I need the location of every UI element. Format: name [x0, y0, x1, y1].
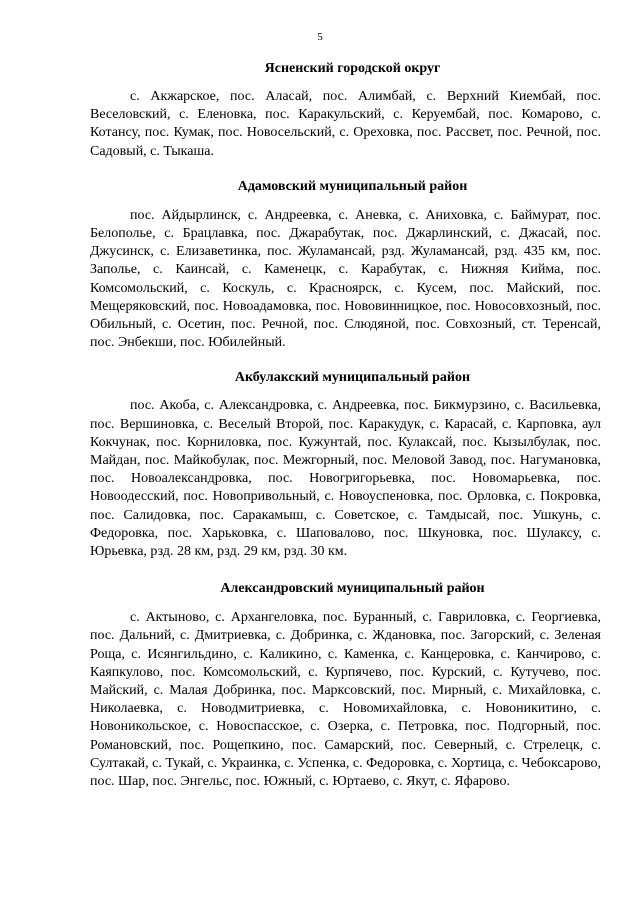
section-title-yasnensky: Ясненский городской округ	[264, 61, 441, 76]
section-title-aleksandrovsky: Александровский муниципальный район	[220, 581, 485, 597]
section-title-adamovsky: Адамовский муниципальный район	[237, 178, 468, 194]
page-number: 5	[317, 31, 323, 43]
section-title-akbulaksky: Акбулакский муниципальный район	[234, 370, 471, 386]
section-text-aleksandrovsky: с. Актыново, с. Архангеловка, пос. Буранный, с. Гавриловка, с. Георгиевка, пос. Дальний, с. Дмитриевка, с. Добринка, с. Ждановка, пос. Загорский, с. Зеленая Роща, с. Исянгильдино, с. Каликино, с. Каменка, с. Канцеровка, с. Канчирово, с. Каяпкулово, пос. Комсомольский, с. Курпячево, пос. Курский, с. Кутучево, пос. Майский, с. Малая Добринка, пос. Марксовский, пос. Мирный, с. Михайловка, с. Николаевка, с. Новодмитриевка, с. Новомихайловка, с. Новоникитино, с. Новоникольское, с. Новоспасское, с. Озерка, с. Петровка, пос. Подгорный, пос. Романовский, пос. Рощепкино, пос. Самарский, пос. Северный, с. Стрелецк, с. Султакай, с. Тукай, с. Украинка, с. Успенка, с. Федоровка, с. Хортица, с. Чебоксарово, пос. Шар, пос. Энгельс, пос. Южный, с. Юртаево, с. Якут, с. Яфарово.	[90, 610, 602, 790]
document-content	[90, 60, 601, 791]
section-text-akbulaksky: пос. Акоба, с. Александровка, с. Андреевка, пос. Бикмурзино, с. Васильевка, пос. Вершиновка, с. Веселый Второй, пос. Каракудук, с. Карасай, с. Карповка, аул Кокчунак, пос. Корниловка, пос. Кужунтай, пос. Кулаксай, пос. Кызылбулак, пос. Майдан, пос. Майкобулак, пос. Межгорный, пос. Меловой Завод, пос. Нагумановка, пос. Новоалександровка, пос. Новогригорьевка, пос. Новомарьевка, пос. Новоодесский, пос. Новопривольный, с. Новоуспеновка, пос. Орловка, с. Покровка, пос. Салидовка, пос. Саракамыш, с. Советское, с. Тамдысай, пос. Ушкунь, с. Федоровка, пос. Харьковка, с. Шаповалово, пос. Шкуновка, пос. Шулаксу, с. Юрьевка, рзд. 28 км, рзд. 29 км, рзд. 30 км.	[90, 398, 601, 560]
section-text-yasnensky: с. Акжарское, пос. Аласай, пос. Алимбай, с. Верхний Киембай, пос. Веселовский, с. Еленовка, пос. Каракульский, с. Керуембай, пос. Комарово, с. Котансу, пос. Кумак, пос. Новосельский, с. Ореховка, пос. Рассвет, пос. Речной, пос. Садовый, с. Тыкаша.	[90, 89, 601, 159]
section-text-adamovsky: пос. Айдырлинск, с. Андреевка, с. Аневка, с. Аниховка, с. Баймурат, пос. Белополье, с. Брацлавка, пос. Джарабутак, пос. Джарлинский, с. Джасай, пос. Джусинск, с. Елизаветинка, пос. Жуламансай, рзд. Жуламансай, рзд. 435 км, пос. Заполье, с. Каинсай, с. Каменецк, с. Карабутак, с. Нижняя Кийма, пос. Комсомольский, с. Коскуль, с. Красноярск, с. Кусем, пос. Майский, пос. Мещеряковский, пос. Новоадамовка, пос. Нововинницкое, пос. Новосовхозный, пос. Обильный, с. Осетин, пос. Речной, пос. Слюдяной, пос. Совхозный, ст. Теренсай, пос. Энбекши, пос. Юбилейный.	[90, 207, 601, 351]
